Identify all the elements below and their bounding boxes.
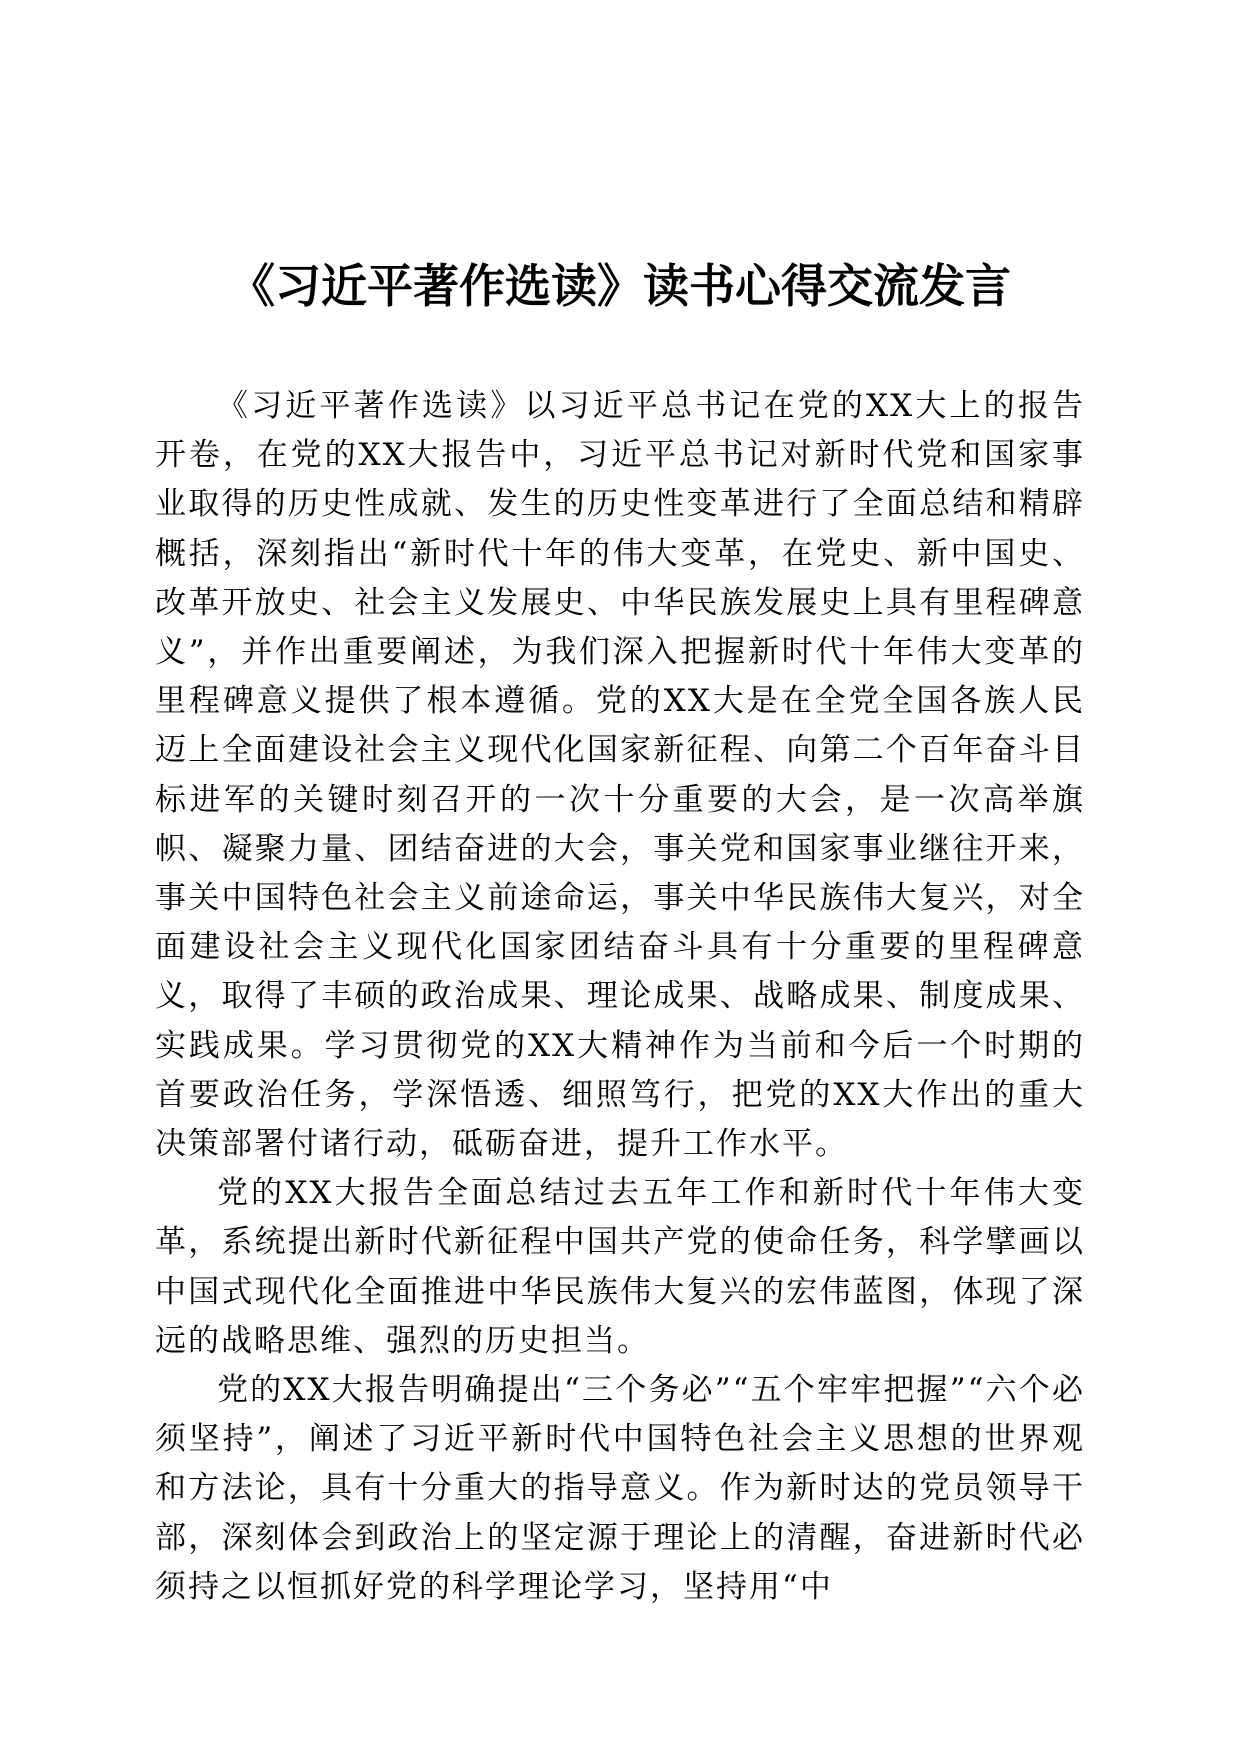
paragraph-1: 《习近平著作选读》以习近平总书记在党的XX大上的报告开卷，在党的XX大报告中，习近平总书记对新时代党和国家事业取得的历史性成就、发生的历史性变革进行了全面总结和精辟概括，深刻指出“新时代十年的伟大变革，在党史、新中国史、改革开放史、社会主义发展史、中华民族发展史上具有里程碑意义”，并作出重要阐述，为我们深入把握新时代十年伟大变革的里程碑意义提供了根本遵循。党的XX大是在全党全国各族人民迈上全面建设社会主义现代化国家新征程、向第二个百年奋斗目标进军的关键时刻召开的一次十分重要的大会，是一次高举旗帜、凝聚力量、团结奋进的大会，事关党和国家事业继往开来，事关中国特色社会主义前途命运，事关中华民族伟大复兴，对全面建设社会主义现代化国家团结奋斗具有十分重要的里程碑意义，取得了丰硕的政治成果、理论成果、战略成果、制度成果、实践成果。学习贯彻党的XX大精神作为当前和今后一个时期的首要政治任务，学深悟透、细照笃行，把党的XX大作出的重大决策部署付诸行动，砥砺奋进，提升工作水平。: [155, 388, 1085, 1163]
paragraph-3: 党的XX大报告明确提出“三个务必”“五个牢牢把握”“六个必须坚持”，阐述了习近平新时代中国特色社会主义思想的世界观和方法论，具有十分重大的指导意义。作为新时达的党员领导干部，深刻体会到政治上的坚定源于理论上的清醒，奋进新时代必须持之以恒抓好党的科学理论学习，坚持用“中: [155, 1372, 1085, 1605]
document-body: [155, 382, 1085, 1612]
paragraph-2: 党的XX大报告全面总结过去五年工作和新时代十年伟大变革，系统提出新时代新征程中国共产党的使命任务，科学擘画以中国式现代化全面推进中华民族伟大复兴的宏伟蓝图，体现了深远的战略思维、强烈的历史担当。: [155, 1175, 1085, 1359]
document-title: 《习近平著作选读》读书心得交流发言: [229, 259, 1011, 313]
